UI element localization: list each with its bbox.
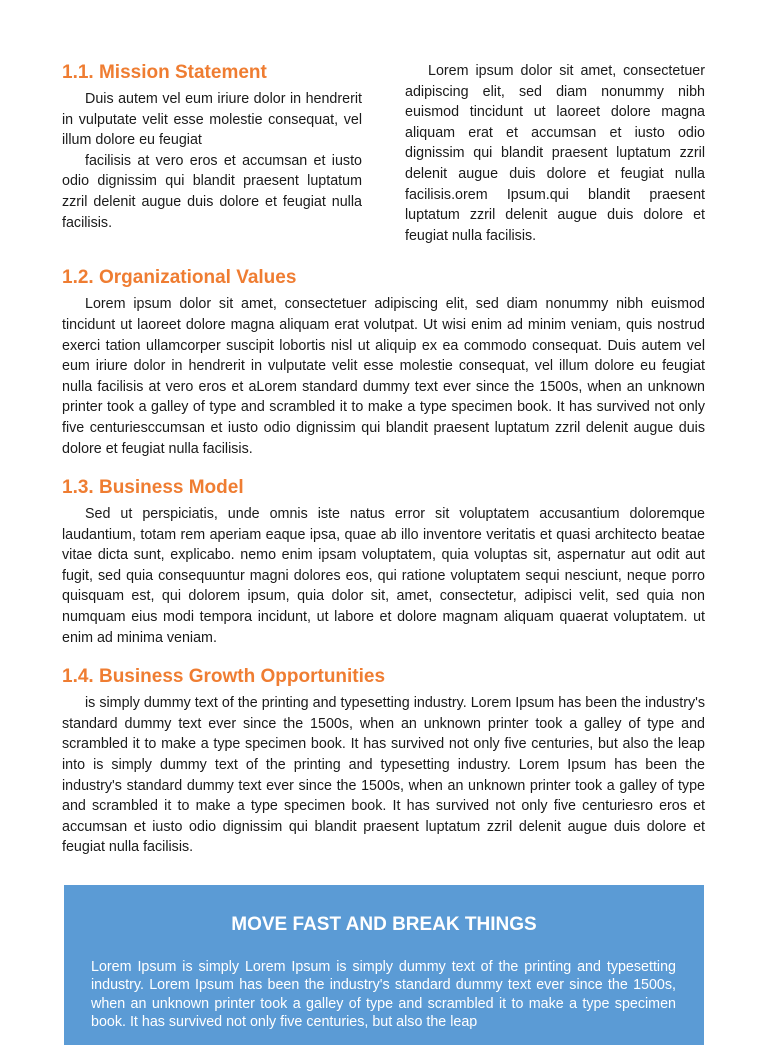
mission-two-column: [62, 60, 705, 246]
mission-side-paragraph: Lorem ipsum dolor sit amet, consectetuer adipiscing elit, sed diam nonummy nibh euismod tincidunt ut laoreet dolore magna aliquam erat et accumsan et iusto odio dignissim qui blandit praesent luptatum zzril delenit augue duis dolore et feugiat nulla facilisis.orem Ipsum.qui blandit praesent luptatum zzril delenit augue duis dolore et feugiat nulla facilisis.: [405, 63, 705, 244]
callout-title: MOVE FAST AND BREAK THINGS: [231, 914, 537, 935]
values-paragraph: Lorem ipsum dolor sit amet, consectetuer adipiscing elit, sed diam nonummy nibh euismod tincidunt ut laoreet dolore magna aliquam erat volutpat. Ut wisi enim ad minim veniam, quis nostrud exerci tation ullamcorper suscipit lobortis nisl ut aliquip ex ea commodo consequat. Duis autem vel eum iriure dolor in hendrerit in vulputate velit esse molestie consequat, vel illum dolore eu feugiat nulla facilisis at vero eros et aLorem standard dummy text ever since the 1500s, when an unknown printer took a galley of type and scrambled it to make a type specimen book. It has survived not only five centuriesccumsan et iusto odio dignissim qui blandit praesent luptatum zzril delenit augue duis dolore et feugiat nulla facilisis.: [62, 296, 705, 457]
callout-box: [64, 885, 704, 1045]
mission-paragraph-1: Duis autem vel eum iriure dolor in hendrerit in vulputate velit esse molestie consequat, vel illum dolore eu feugiat: [62, 91, 362, 149]
document-page: [62, 60, 705, 858]
mission-column-right: [405, 60, 705, 246]
growth-section: [62, 664, 705, 858]
mission-column-left: [62, 60, 362, 246]
values-heading: 1.2. Organizational Values: [62, 267, 297, 289]
values-section: [62, 265, 705, 459]
mission-paragraph-2: facilisis at vero eros et accumsan et iusto odio dignissim qui blandit praesent luptatum zzril delenit augue duis dolore et feugiat nulla facilisis.: [62, 152, 362, 231]
business-model-paragraph: Sed ut perspiciatis, unde omnis iste natus error sit voluptatem accusantium doloremque laudantium, totam rem aperiam eaque ipsa, quae ab illo inventore veritatis et quasi architecto beatae vitae dicta sunt, explicabo. nemo enim ipsam voluptatem, quia voluptas sit, aspernatur aut odit aut fugit, sed quia consequuntur magni dolores eos, qui ratione voluptatem sequi nesciunt, neque porro quisquam est, qui dolorem ipsum, quia dolor sit, amet, consectetur, adipisci velit, sed quia non numquam eius modi tempora incidunt, ut labore et dolore magnam aliquam quaerat voluptatem. ut enim ad minima veniam.: [62, 506, 705, 646]
growth-paragraph: is simply dummy text of the printing and typesetting industry. Lorem Ipsum has been the industry's standard dummy text ever since the 1500s, when an unknown printer took a galley of type and scrambled it to make a type specimen book. It has survived not only five centuries, but also the leap into is simply dummy text of the printing and typesetting industry. Lorem Ipsum has been the industry's standard dummy text ever since the 1500s, when an unknown printer took a galley of type and scrambled it to make a type specimen book. It has survived not only five centuriesro eros et accumsan et iusto odio dignissim qui blandit praesent luptatum zzril delenit augue duis dolore et feugiat nulla facilisis.: [62, 695, 705, 856]
business-model-section: [62, 475, 705, 648]
callout-body: Lorem Ipsum is simply Lorem Ipsum is simply dummy text of the printing and typesetting industry. Lorem Ipsum has been the industry's standard dummy text ever since the 1500s, when an unknown printer took a galley of type and scrambled it to make a type specimen book. It has survived not only five centuries, but also the leap: [91, 959, 676, 1030]
mission-heading: 1.1. Mission Statement: [62, 62, 267, 83]
business-model-heading: 1.3. Business Model: [62, 477, 244, 499]
growth-heading: 1.4. Business Growth Opportunities: [62, 666, 386, 688]
